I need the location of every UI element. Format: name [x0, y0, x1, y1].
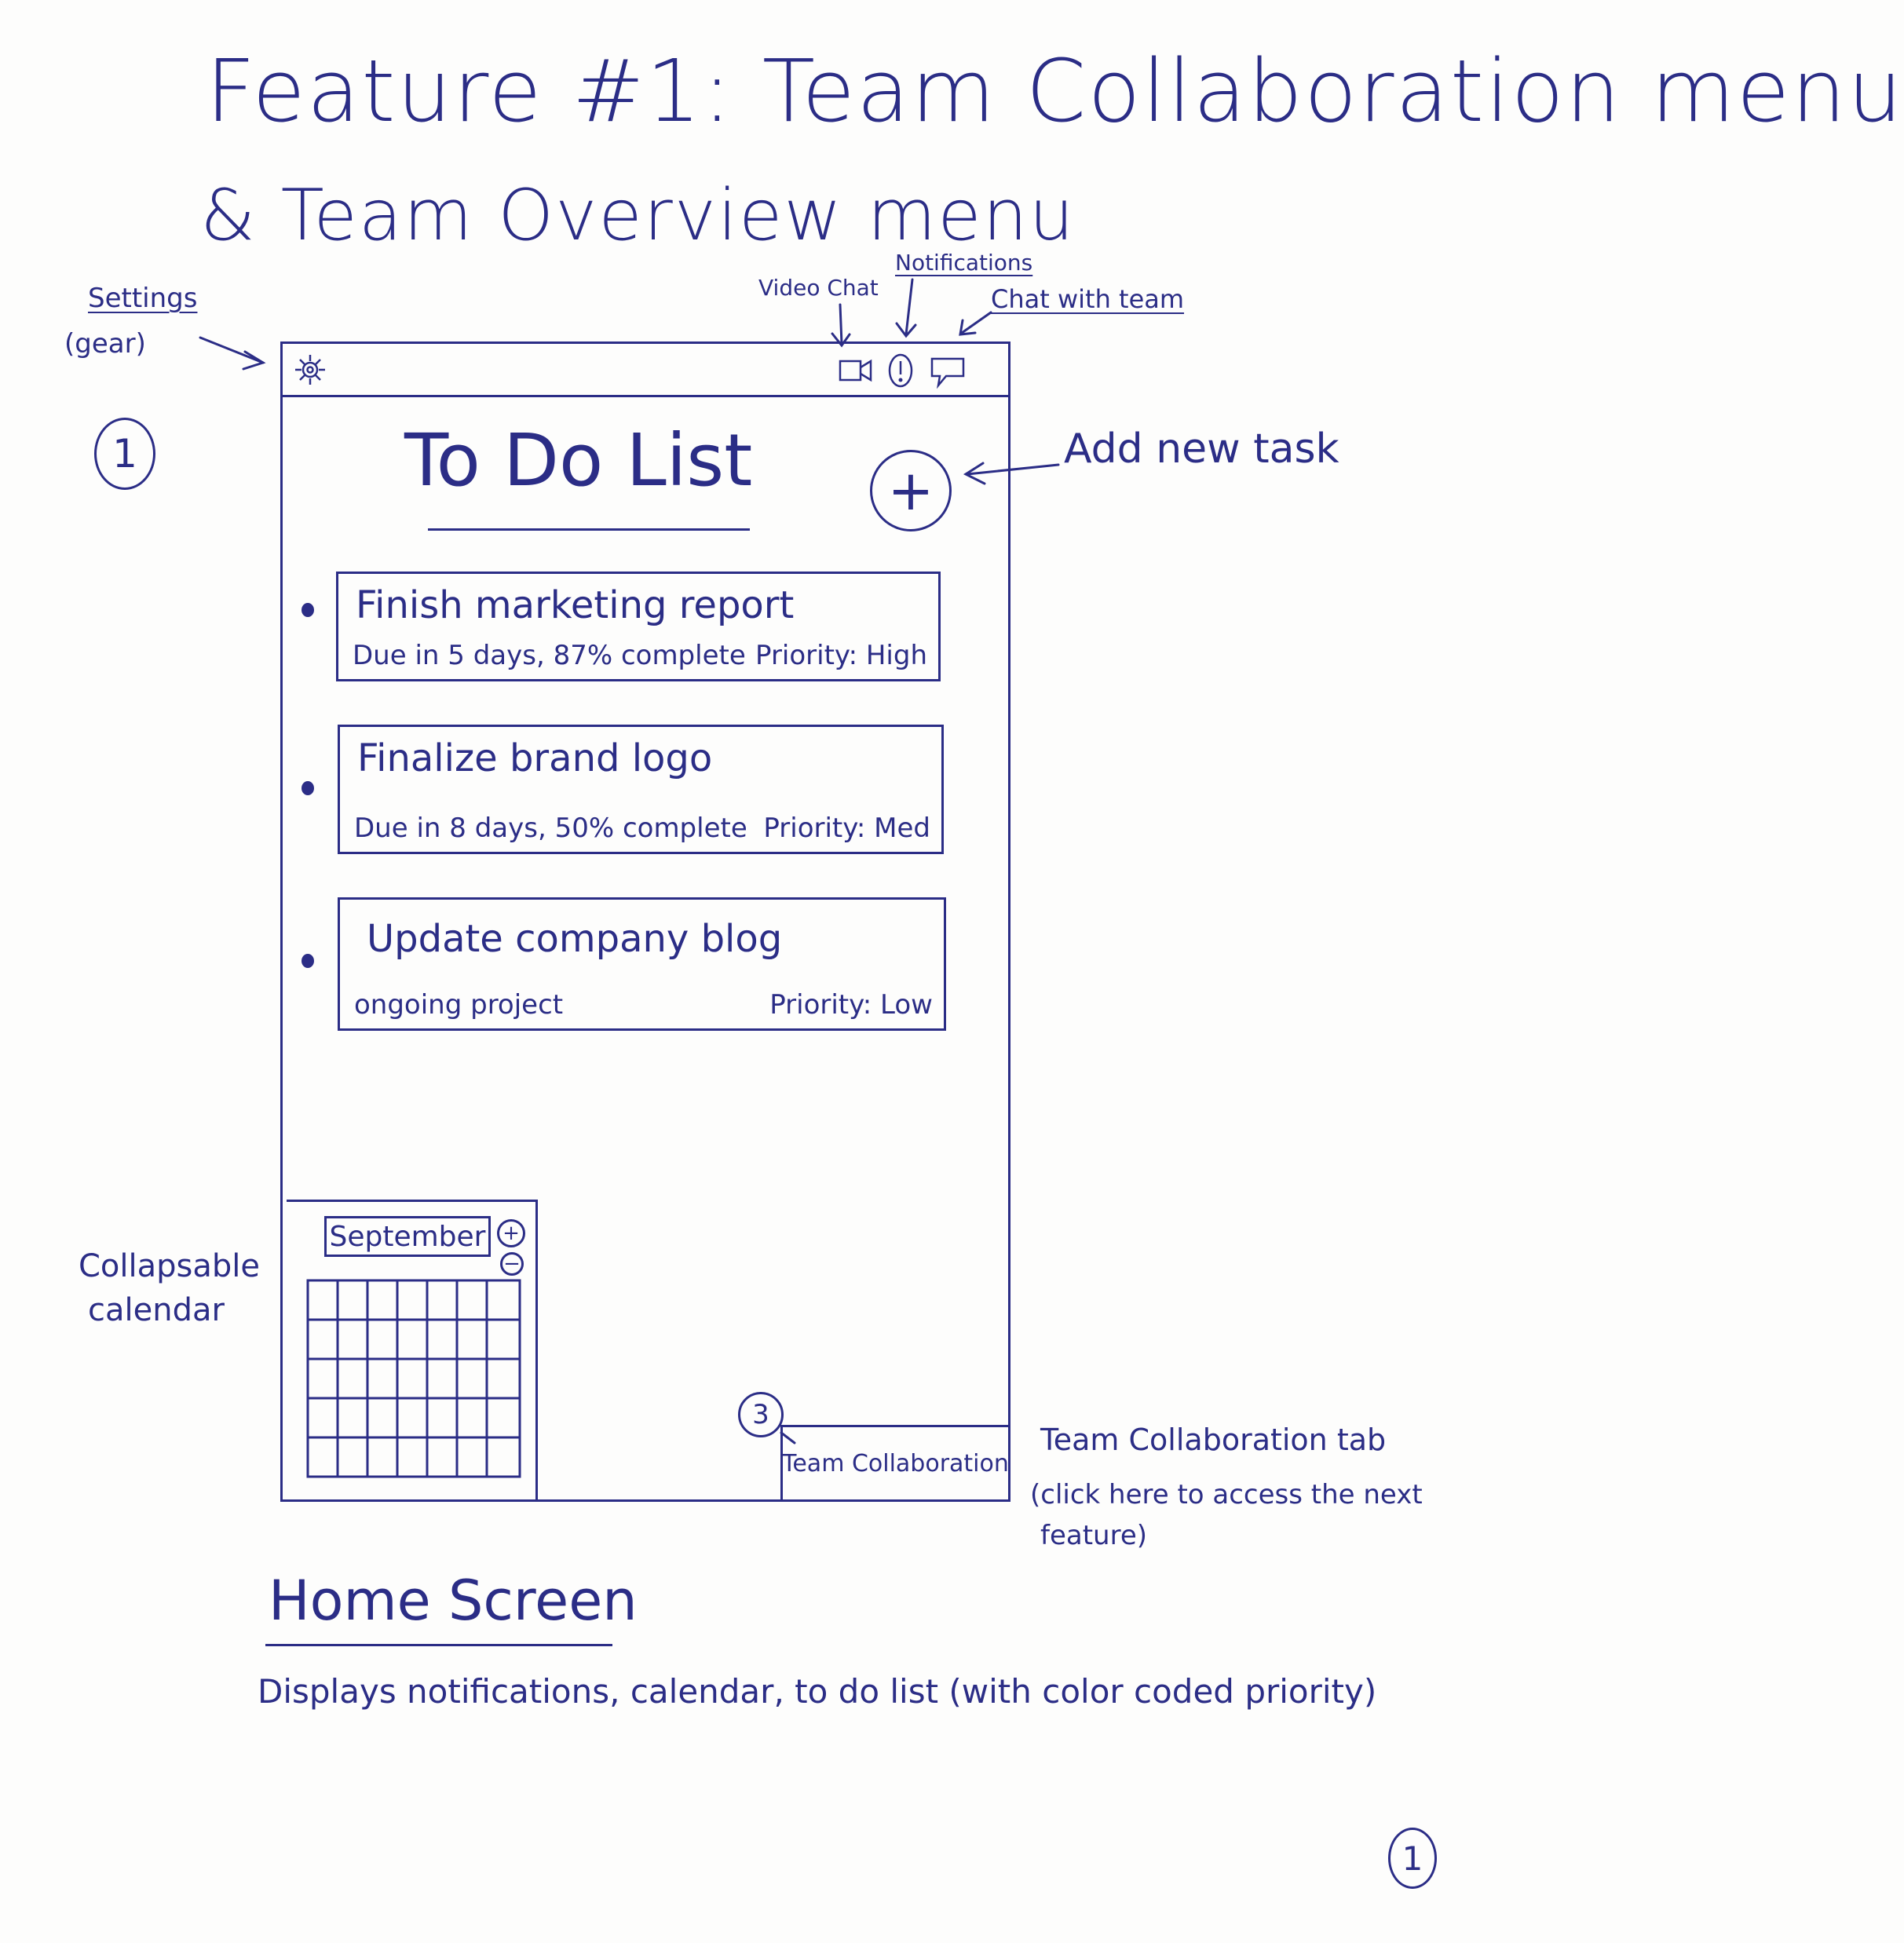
task-due: ongoing project [354, 989, 564, 1021]
gear-icon [292, 352, 328, 388]
settings-gear-icon[interactable] [291, 352, 330, 388]
task-title: Update company blog [367, 917, 783, 961]
calendar-collapse-button[interactable] [500, 1252, 524, 1276]
task-priority: Priority: Med [763, 813, 930, 844]
calendar-annotation-line2: calendar [88, 1292, 225, 1328]
video-chat-arrow [840, 305, 842, 344]
calendar-annotation-line1: Collapsable [79, 1248, 260, 1284]
task-due: Due in 5 days, 87% complete [353, 640, 746, 671]
settings-annotation: Settings [88, 283, 198, 314]
add-task-button[interactable] [870, 450, 952, 531]
todo-title-underline [428, 528, 750, 531]
task-due: Due in 8 days, 50% complete [354, 813, 747, 844]
feature-heading-line1: Feature #1: Team Collaboration menu [206, 41, 1904, 141]
minus-icon: − [503, 1252, 521, 1276]
team-tab-annotation-line2: (click here to access the next [1030, 1479, 1423, 1510]
screen-name-underline [265, 1644, 612, 1646]
task-priority: Priority: Low [769, 989, 933, 1021]
alert-icon [887, 352, 914, 389]
calendar-expand-button[interactable] [497, 1219, 525, 1247]
settings-arrow [200, 338, 263, 363]
page-number-circle [1388, 1828, 1437, 1889]
video-camera-icon [838, 355, 874, 386]
calendar-grid [306, 1279, 522, 1479]
screen-number: 1 [112, 431, 137, 477]
collapsable-calendar[interactable] [287, 1200, 538, 1502]
team-collaboration-tab-label: Team Collaboration [782, 1449, 1009, 1477]
screen-description: Displays notifications, calendar, to do list (with color coded priority) [258, 1672, 1377, 1711]
video-chat-annotation: Video Chat [758, 275, 879, 301]
calendar-month: September [324, 1216, 491, 1257]
video-chat-button[interactable] [837, 353, 875, 388]
team-collaboration-tab[interactable] [780, 1425, 1008, 1499]
task-card-1[interactable] [336, 572, 941, 681]
team-tab-annotation-line1: Team Collaboration tab [1040, 1423, 1387, 1457]
task-priority: Priority: High [755, 640, 927, 671]
task-bullet-2 [301, 781, 314, 795]
add-new-task-annotation: Add new task [1064, 425, 1339, 473]
settings-arrow-head [243, 352, 263, 369]
chat-arrow [962, 312, 991, 333]
task-title: Finalize brand logo [357, 736, 713, 780]
notifications-button[interactable] [886, 352, 915, 389]
plus-icon: + [502, 1222, 520, 1245]
team-tab-annotation-line3: feature) [1040, 1520, 1148, 1551]
gear-annotation: (gear) [64, 328, 146, 360]
chat-with-team-annotation: Chat with team [991, 284, 1185, 314]
notifications-annotation: Notifications [895, 250, 1033, 276]
collab-marker-number: 3 [752, 1399, 769, 1430]
top-bar [283, 344, 1008, 397]
task-card-2[interactable] [338, 725, 944, 854]
plus-icon: + [887, 458, 934, 523]
notifications-arrow [906, 279, 912, 334]
screen-name: Home Screen [269, 1569, 638, 1633]
speech-bubble-icon [927, 354, 968, 389]
todo-title: To Do List [404, 418, 753, 502]
chat-with-team-button[interactable] [926, 353, 969, 389]
home-screen-frame [280, 341, 1010, 1502]
task-card-3[interactable] [338, 897, 946, 1031]
collab-marker-circle [738, 1392, 784, 1437]
page-number: 1 [1402, 1839, 1423, 1878]
task-title: Finish marketing report [356, 583, 795, 627]
feature-heading-line2: & Team Overview menu [200, 174, 1076, 257]
task-bullet-1 [301, 603, 314, 617]
task-bullet-3 [301, 954, 314, 968]
